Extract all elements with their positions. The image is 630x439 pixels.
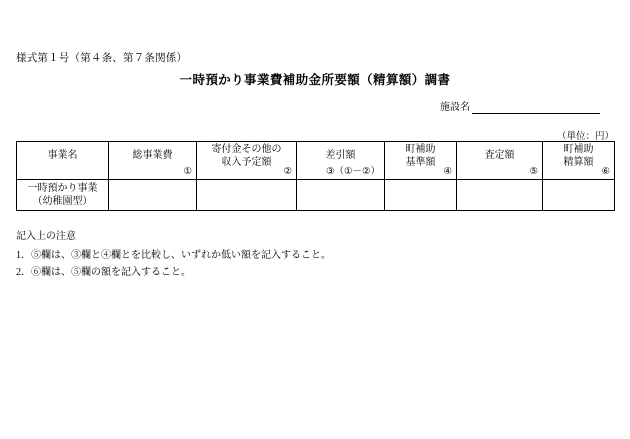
note-item: 2．⑥欄は、⑤欄の額を記入すること。 [16,267,191,278]
table-header-cell [17,142,109,180]
input-cell-assessed-amount[interactable] [457,180,543,211]
table-header-label-2: 基準額 [405,156,436,168]
input-cell-difference[interactable] [297,180,385,211]
note-item: 1．⑤欄は、③欄と④欄とを比較し、いずれか低い額を記入すること。 [16,249,331,261]
table-header-cell [543,142,615,180]
form-number: 様式第１号（第４条、第７条関係） [16,53,188,64]
notes-title: 記入上の注意 [16,231,76,242]
table-header-cell [297,142,385,180]
table-header-cell [197,142,297,180]
row-label-cell [17,180,109,211]
allocation-table [16,141,615,211]
table-header-mark: ④ [443,166,452,177]
input-cell-town-subsidy-settlement[interactable] [543,180,615,211]
table-header-label: 査定額 [484,150,515,162]
table-header-label: 町補助 [563,144,594,155]
facility-name-row [440,98,600,114]
page-title: 一時預かり事業費補助金所要額（精算額）調書 [179,73,451,87]
table-header-label: 総事業費 [132,150,173,162]
table-header-mark: ③（①－②） [325,166,380,177]
table-header-cell [457,142,543,180]
unit-note: （単位：円） [556,132,614,142]
facility-name-field[interactable] [472,101,600,114]
row-label-line2: （幼稚園型） [32,196,93,207]
table-header-mark: ⑤ [529,166,538,177]
input-cell-donation-income[interactable] [197,180,297,211]
table-header-label-2: 精算額 [563,156,594,168]
table-header-mark: ① [183,166,192,177]
notes-section [16,228,331,282]
input-cell-total-cost[interactable] [109,180,197,211]
table-header-row [17,142,615,180]
table-header-label: 町補助 [405,144,436,155]
table-header-label: 差引額 [325,150,356,162]
facility-name-label: 施設名 [440,102,470,113]
table-header-cell [109,142,197,180]
row-label-line1: 一時預かり事業 [27,183,98,194]
input-cell-town-subsidy-standard[interactable] [385,180,457,211]
table-header-cell [385,142,457,180]
table-header-label-2: 収入予定額 [221,156,272,168]
table-header-mark: ⑥ [601,166,610,177]
table-header-label: 事業名 [47,150,78,162]
table-header-mark: ② [283,166,292,177]
table-row [17,180,615,211]
table-header-label: 寄付金その他の [211,144,282,155]
